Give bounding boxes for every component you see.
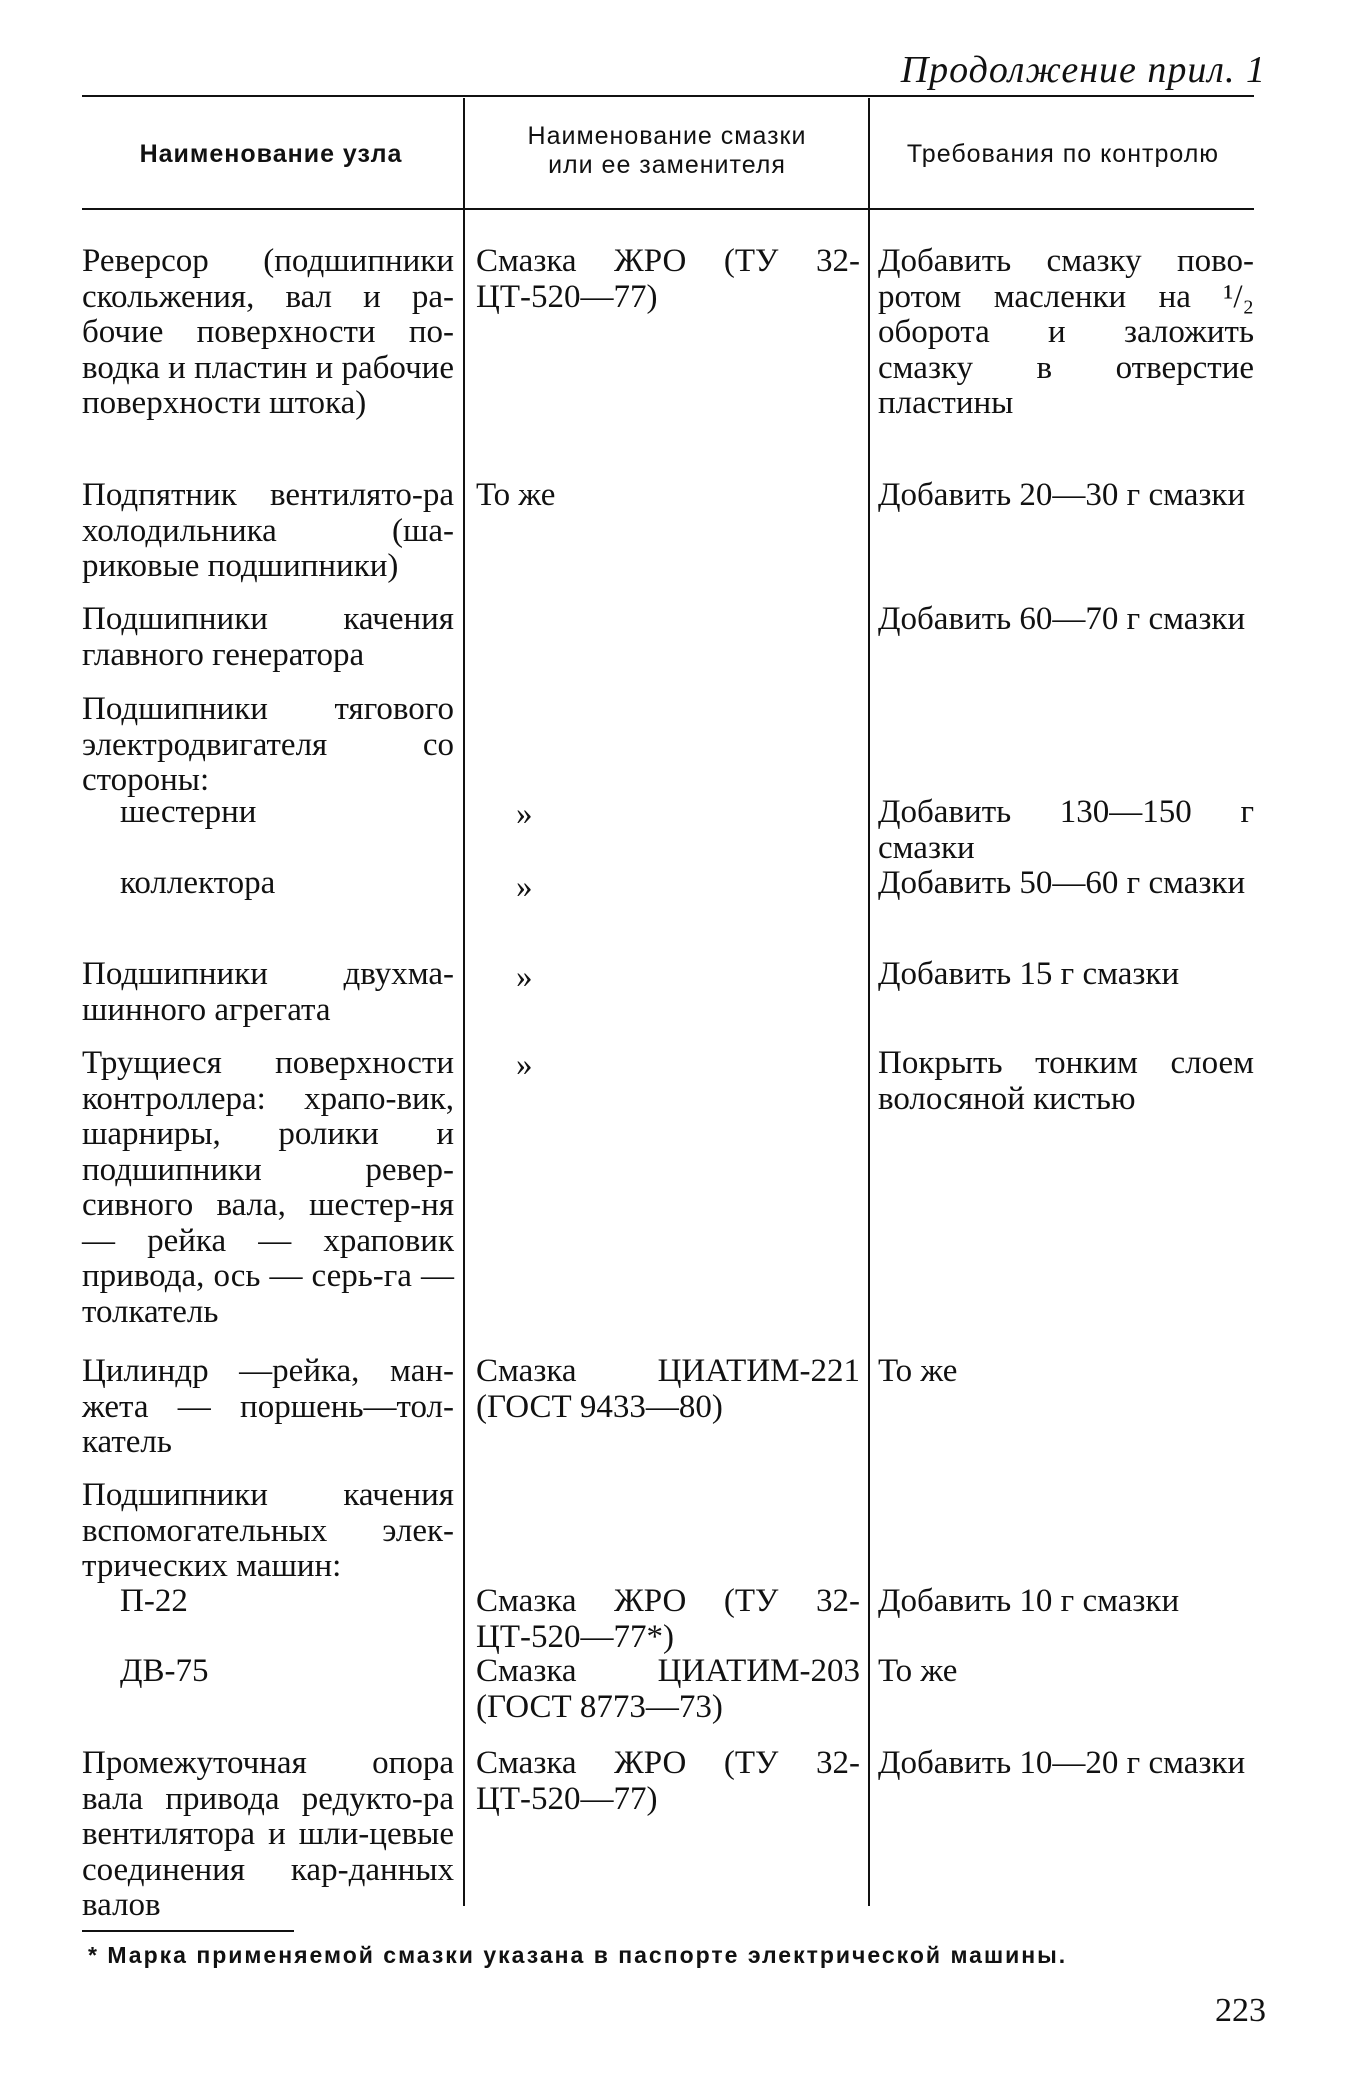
footnote: * Марка применяемой смазки указана в паспорте электрической машины.: [88, 1942, 1068, 1968]
table-cell-unit: Подпятник вентилято-ра холодильника (ша-риковые подшипники): [82, 477, 454, 584]
header-bottom-rule: [82, 208, 1254, 210]
table-cell-lubricant: »: [516, 869, 533, 905]
table-cell-requirement: Добавить 130—150 г смазки: [878, 794, 1254, 866]
column-divider-2: [868, 98, 870, 1906]
table-cell-unit: Цилиндр —рейка, ман-жета — поршень—тол-катель: [82, 1353, 454, 1460]
table-cell-unit: ДВ-75: [120, 1653, 209, 1689]
table-cell-lubricant: Смазка ЖРО (ТУ 32-ЦТ-520—77): [476, 243, 860, 315]
table-cell-lubricant: Смазка ЖРО (ТУ 32-ЦТ-520—77*): [476, 1583, 860, 1655]
table-cell-unit: коллектора: [120, 865, 276, 901]
table-cell-requirement: Покрыть тонким слоем волосяной кистью: [878, 1045, 1254, 1117]
header-lubricant-name: Наименование смазки или ее заменителя: [527, 122, 807, 179]
table-cell-unit: Подшипники двухма-шинного агрегата: [82, 956, 454, 1028]
table-cell-lubricant: »: [516, 959, 533, 995]
running-head: Продолжение прил. 1: [900, 49, 1266, 91]
table-cell-unit: П-22: [120, 1583, 188, 1619]
table-top-rule: [82, 95, 1254, 97]
table-cell-unit: Промежуточная опора вала привода редукто-ра вентилятора и шли-цевые соединения кар-данных валов: [82, 1745, 454, 1923]
column-divider-1: [463, 98, 465, 1906]
table-cell-requirement: Добавить 50—60 г смазки: [878, 865, 1246, 901]
table-cell-unit: Подшипники тягового электродвигателя со стороны:: [82, 691, 454, 798]
table-cell-unit: Подшипники качения главного генератора: [82, 601, 454, 673]
table-cell-lubricant: То же: [476, 477, 556, 513]
table-cell-requirement: Добавить 15 г смазки: [878, 956, 1180, 992]
table-cell-requirement: Добавить 60—70 г смазки: [878, 601, 1246, 637]
table-cell-lubricant: »: [516, 1047, 533, 1083]
table-cell-requirement: То же: [878, 1353, 958, 1389]
table-cell-lubricant: Смазка ЦИАТИМ-221 (ГОСТ 9433—80): [476, 1353, 860, 1425]
table-cell-unit: Подшипники качения вспомогательных элек-трических машин:: [82, 1477, 454, 1584]
header-unit-name: Наименование узла: [139, 140, 403, 168]
table-cell-requirement: Добавить 10—20 г смазки: [878, 1745, 1246, 1781]
table-cell-lubricant: »: [516, 796, 533, 832]
footnote-rule: [82, 1930, 294, 1932]
table-cell-requirement: Добавить 10 г смазки: [878, 1583, 1180, 1619]
table-cell-unit: шестерни: [120, 794, 257, 830]
table-cell-lubricant: Смазка ЦИАТИМ-203 (ГОСТ 8773—73): [476, 1653, 860, 1725]
table-cell-requirement: То же: [878, 1653, 958, 1689]
table-cell-requirement: Добавить смазку пово-ротом масленки на ¹/₂ оборота и заложить смазку в отверстие пластины: [878, 243, 1254, 421]
table-cell-unit: Трущиеся поверхности контроллера: храпо-вик, шарниры, ролики и подшипники ревер-сивного вала, шестер-ня — рейка — храповик привода, ось — серь-га — толкатель: [82, 1045, 454, 1330]
table-cell-lubricant: Смазка ЖРО (ТУ 32-ЦТ-520—77): [476, 1745, 860, 1817]
header-control-requirements: Требования по контролю: [906, 140, 1220, 168]
table-cell-requirement: Добавить 20—30 г смазки: [878, 477, 1246, 513]
table-cell-unit: Реверсор (подшипники скольжения, вал и ра-бочие поверхности по-водка и пластин и рабочие поверхности штока): [82, 243, 454, 421]
page-number: 223: [1215, 1992, 1266, 2029]
